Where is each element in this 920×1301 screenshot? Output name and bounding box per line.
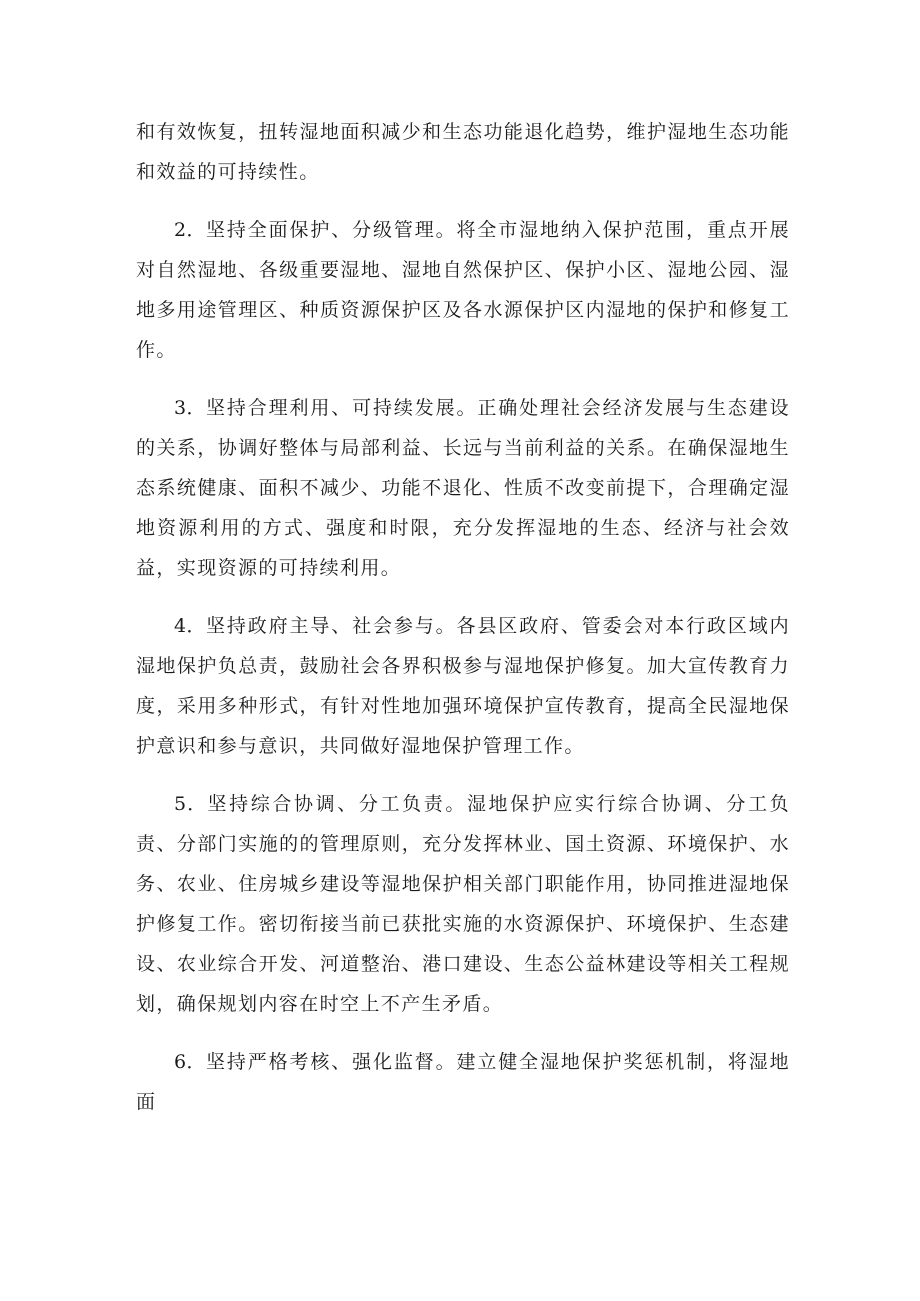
paragraph-continuation bbox=[136, 112, 790, 192]
paragraph-principle-2 bbox=[136, 210, 790, 370]
paragraph-number: 2． bbox=[174, 219, 207, 241]
paragraph-text: 坚持全面保护、分级管理。将全市湿地纳入保护范围，重点开展对自然湿地、各级重要湿地、湿地自然保护区、保护小区、湿地公园、湿地多用途管理区、种质资源保护区及各水源保护区内湿地的保护和修复工作。 bbox=[136, 219, 791, 361]
paragraph-text: 和有效恢复，扭转湿地面积减少和生态功能退化趋势，维护湿地生态功能和效益的可持续性。 bbox=[136, 121, 790, 183]
paragraph-text: 坚持合理利用、可持续发展。正确处理社会经济发展与生态建设的关系，协调好整体与局部利益、长远与当前利益的关系。在确保湿地生态系统健康、面积不减少、功能不退化、性质不改变前提下，合理确定湿地资源利用的方式、强度和时限，充分发挥湿地的生态、经济与社会效益，实现资源的可持续利用。 bbox=[136, 397, 791, 579]
document-body bbox=[136, 112, 790, 1140]
paragraph-text: 坚持综合协调、分工负责。湿地保护应实行综合协调、分工负责、分部门实施的的管理原则，充分发挥林业、国土资源、环境保护、水务、农业、住房城乡建设等湿地保护相关部门职能作用，协同推进湿地保护修复工作。密切衔接当前已获批实施的水资源保护、环境保护、生态建设、农业综合开发、河道整治、港口建设、生态公益林建设等相关工程规划，确保规划内容在时空上不产生矛盾。 bbox=[136, 793, 790, 1015]
paragraph-text: 坚持严格考核、强化监督。建立健全湿地保护奖惩机制，将湿地面 bbox=[136, 1051, 791, 1113]
paragraph-number: 6． bbox=[174, 1051, 207, 1073]
paragraph-principle-6 bbox=[136, 1042, 790, 1122]
paragraph-number: 5． bbox=[174, 793, 208, 815]
paragraph-text: 坚持政府主导、社会参与。各县区政府、管委会对本行政区域内湿地保护负总责，鼓励社会各界积极参与湿地保护修复。加大宣传教育力度，采用多种形式，有针对性地加强环境保护宣传教育，提高全民湿地保护意识和参与意识，共同做好湿地保护管理工作。 bbox=[136, 615, 791, 757]
paragraph-number: 3． bbox=[174, 397, 207, 419]
paragraph-principle-5 bbox=[136, 784, 790, 1024]
paragraph-principle-3 bbox=[136, 388, 790, 588]
paragraph-number: 4． bbox=[174, 615, 207, 637]
paragraph-principle-4 bbox=[136, 606, 790, 766]
